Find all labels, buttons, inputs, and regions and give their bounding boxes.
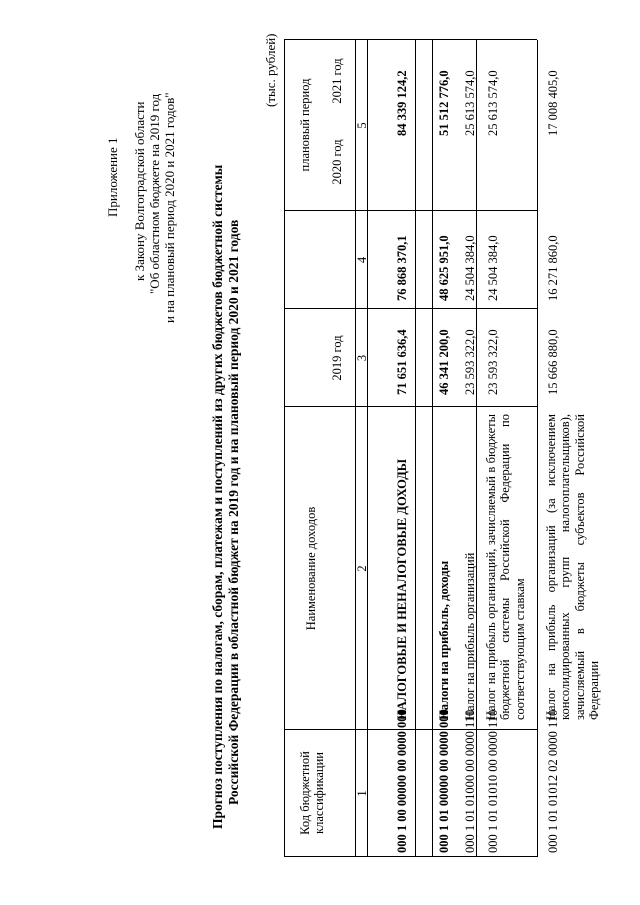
row-value-2021: 17 008 405,0 (546, 70, 560, 136)
row-value-2020: 16 271 860,0 (546, 235, 560, 301)
row-value-2021: 84 339 124,2 (395, 70, 409, 136)
row-value-2020: 24 504 384,0 (486, 235, 500, 301)
row-code: 000 1 01 01000 00 0000 110 (463, 709, 477, 853)
row-value-2021: 25 613 574,0 (463, 70, 477, 136)
appendix-law: к Закону Волгоградской области (132, 101, 147, 281)
row-value-2020: 76 868 370,1 (395, 235, 409, 301)
appendix-law-title-2: и на плановый период 2020 и 2021 годов" (162, 92, 177, 323)
units-label: (тыс. рублей) (263, 33, 278, 107)
row-code: 000 1 01 00000 00 0000 000 (437, 709, 451, 853)
row-value-2021: 25 613 574,0 (486, 70, 500, 136)
row-name: Налог на прибыль организаций, зачисляемый в бюджеты бюджетной системы Российской Федерации по соответствующим ставкам (484, 414, 527, 720)
row-value-2020: 24 504 384,0 (463, 235, 477, 301)
row-value-2019: 23 593 322,0 (463, 329, 477, 395)
appendix-law-title-1: "Об областном бюджете на 2019 год (147, 93, 162, 294)
row-name: НАЛОГОВЫЕ И НЕНАЛОГОВЫЕ ДОХОДЫ (395, 458, 409, 720)
header-code: Код бюджетной классификации (298, 751, 327, 835)
column-number-3: 3 (355, 354, 369, 362)
column-number-4: 4 (355, 256, 369, 264)
header-name: Наименование доходов (304, 506, 318, 631)
row-name: Налог на прибыль организаций (463, 552, 477, 720)
row-value-2019: 46 341 200,0 (437, 329, 451, 395)
row-code: 000 1 00 00000 00 0000 000 (395, 709, 409, 853)
column-number-2: 2 (355, 565, 369, 572)
row-value-2019: 23 593 322,0 (486, 329, 500, 395)
header-planned-period: плановый период (298, 78, 312, 172)
header-2019: 2019 год (330, 335, 344, 381)
row-value-2019: 15 666 880,0 (546, 329, 560, 395)
row-value-2020: 48 625 951,0 (437, 235, 451, 301)
column-number-1: 1 (355, 790, 369, 797)
row-code: 000 1 01 01012 02 0000 110 (546, 709, 560, 853)
row-value-2021: 51 512 776,0 (437, 70, 451, 136)
appendix-number: Приложение 1 (105, 137, 120, 217)
document-title-line-2: Российской Федерации в областной бюджет на 2019 год и на плановый период 2020 и 2021 годов (226, 219, 241, 805)
column-number-5: 5 (355, 122, 369, 129)
row-name: Налоги на прибыль, доходы (437, 560, 451, 720)
row-code: 000 1 01 01010 00 0000 110 (486, 709, 500, 853)
row-name: Налог на прибыль организаций (за исключением консолидированных групп налогоплательщиков), зачисляемый в бюджеты субъектов Российской Федерации (544, 414, 602, 720)
header-2020: 2020 год (330, 139, 344, 185)
header-2021: 2021 год (330, 58, 344, 104)
document-title-line-1: Прогноз поступления по налогам, сборам, платежам и поступлений из других бюджетов бюджетной системы (210, 164, 225, 829)
row-value-2019: 71 651 636,4 (395, 329, 409, 395)
